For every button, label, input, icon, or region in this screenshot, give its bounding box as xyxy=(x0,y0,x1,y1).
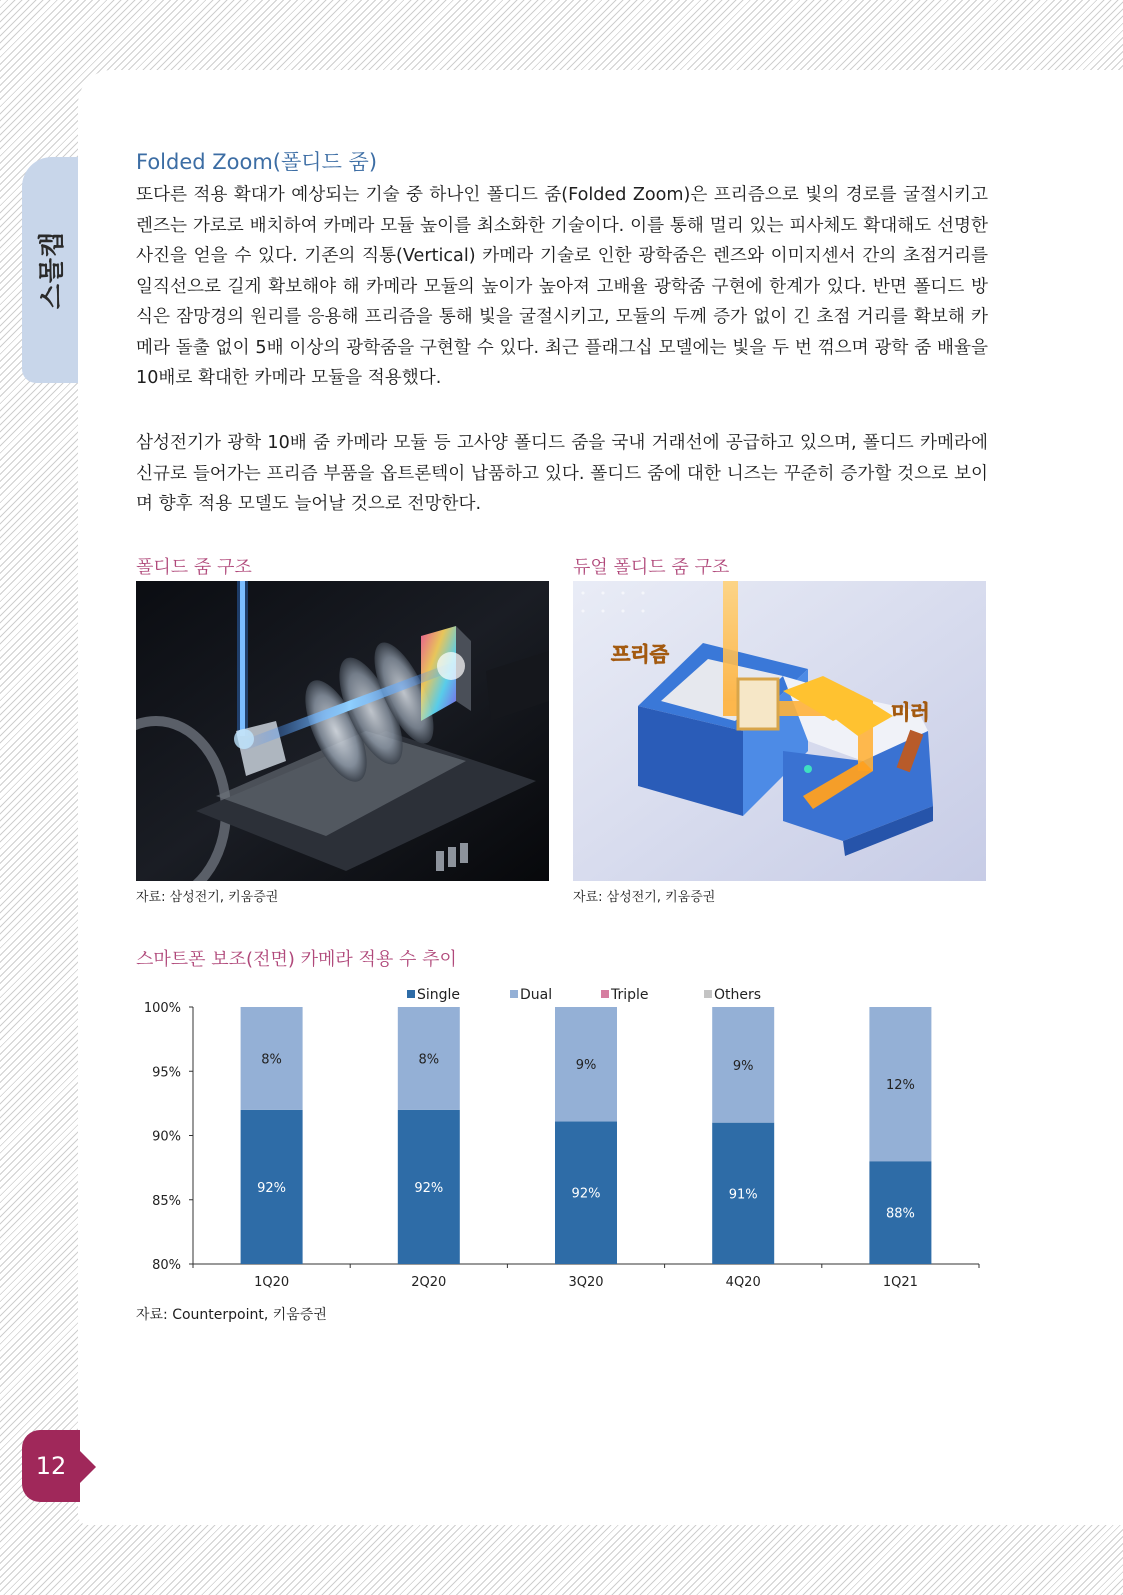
dual-folded-zoom-structure-image xyxy=(573,581,986,881)
figure-2-source: 자료: 삼성전기, 키움증권 xyxy=(573,890,716,905)
folded-zoom-structure-image xyxy=(136,581,549,881)
y-tick-label: 80% xyxy=(152,1258,181,1273)
data-label-single: 92% xyxy=(257,1180,287,1196)
body-paragraph-1: 또다른 적용 확대가 예상되는 기술 중 하나인 폴디드 줌(Folded Zoom)은 프리즘으로 빛의 경로를 굴절시키고 렌즈는 가로로 배치하여 카메라 모듈 높이를 최소화한 기술이다. 이를 통해 멀리 있는 피사체도 확대해도 선명한 사진을 얻을 수 있다. 기존의 직통(Vertical) 카메라 기술로 인한 광학줌은 렌즈와 이미지센서 간의 초점거리를 일직선으로 길게 확보해야 해 카메라 모듈의 높이가 높아져 고배율 광학줌 구현에 한계가 있다. 반면 폴디드 방식은 잠망경의 원리를 응용해 프리즘을 통해 빛을 굴절시키고, 모듈의 두께 증가 없이 긴 초점 거리를 확보해 카메라 돌출 없이 5배 이상의 광학줌을 구현할 수 있다. 최근 플래그십 모델에는 빛을 두 번 꺾으며 광학 줌 배율을 10배로 확대한 카메라 모듈을 적용했다. xyxy=(136,185,988,388)
y-tick-label: 85% xyxy=(152,1193,181,1209)
data-label-single: 92% xyxy=(414,1180,444,1196)
secondary-camera-stacked-bar-chart xyxy=(136,975,988,1315)
x-tick-label: 1Q20 xyxy=(254,1275,290,1290)
figure-2-title: 듀얼 폴디드 줌 구조 xyxy=(573,557,730,578)
figure-1-title: 폴디드 줌 구조 xyxy=(136,557,252,578)
chart-source: 자료: Counterpoint, 키움증권 xyxy=(136,1307,327,1323)
data-label-dual: 8% xyxy=(418,1052,440,1068)
legend-label-single: Single xyxy=(417,987,461,1003)
legend-label-triple: Triple xyxy=(611,987,649,1003)
chart-title: 스마트폰 보조(전면) 카메라 적용 수 추이 xyxy=(136,949,457,970)
page-number: 12 xyxy=(22,1430,80,1502)
prism-label: 프리즘 xyxy=(611,642,669,666)
legend-label-dual: Dual xyxy=(520,987,553,1003)
data-label-dual: 8% xyxy=(261,1052,282,1068)
y-tick-label: 95% xyxy=(152,1065,181,1081)
legend-swatch-single xyxy=(407,990,415,998)
data-label-single: 92% xyxy=(571,1186,601,1202)
data-label-single: 88% xyxy=(885,1206,915,1222)
section-title: Folded Zoom(폴디드 줌) xyxy=(136,150,378,174)
side-tab-label: 스몰캡 xyxy=(37,230,68,310)
x-tick-label: 4Q20 xyxy=(725,1275,761,1290)
legend-label-others: Others xyxy=(714,987,762,1003)
section-side-tab xyxy=(22,157,78,383)
data-label-single: 91% xyxy=(728,1187,758,1203)
legend-swatch-dual xyxy=(510,990,518,998)
data-label-dual: 9% xyxy=(732,1058,754,1074)
legend-swatch-triple xyxy=(601,990,609,998)
data-label-dual: 12% xyxy=(885,1078,915,1094)
figure-1-source: 자료: 삼성전기, 키움증권 xyxy=(136,890,279,905)
legend-swatch-others xyxy=(704,990,712,998)
x-tick-label: 2Q20 xyxy=(411,1275,447,1290)
body-paragraph-2: 삼성전기가 광학 10배 줌 카메라 모듈 등 고사양 폴디드 줌을 국내 거래선에 공급하고 있으며, 폴디드 카메라에 신규로 들어가는 프리즘 부품을 옵트론텍이 납품하고 있다. 폴디드 줌에 대한 니즈는 꾸준히 증가할 것으로 보이며 향후 적용 모델도 늘어날 것으로 전망한다. xyxy=(136,433,988,514)
y-tick-label: 90% xyxy=(152,1129,181,1145)
y-tick-label: 100% xyxy=(143,1001,181,1016)
x-tick-label: 3Q20 xyxy=(568,1275,604,1290)
data-label-dual: 9% xyxy=(575,1058,597,1074)
x-tick-label: 1Q21 xyxy=(882,1275,918,1290)
mirror-label: 미러 xyxy=(891,700,930,724)
